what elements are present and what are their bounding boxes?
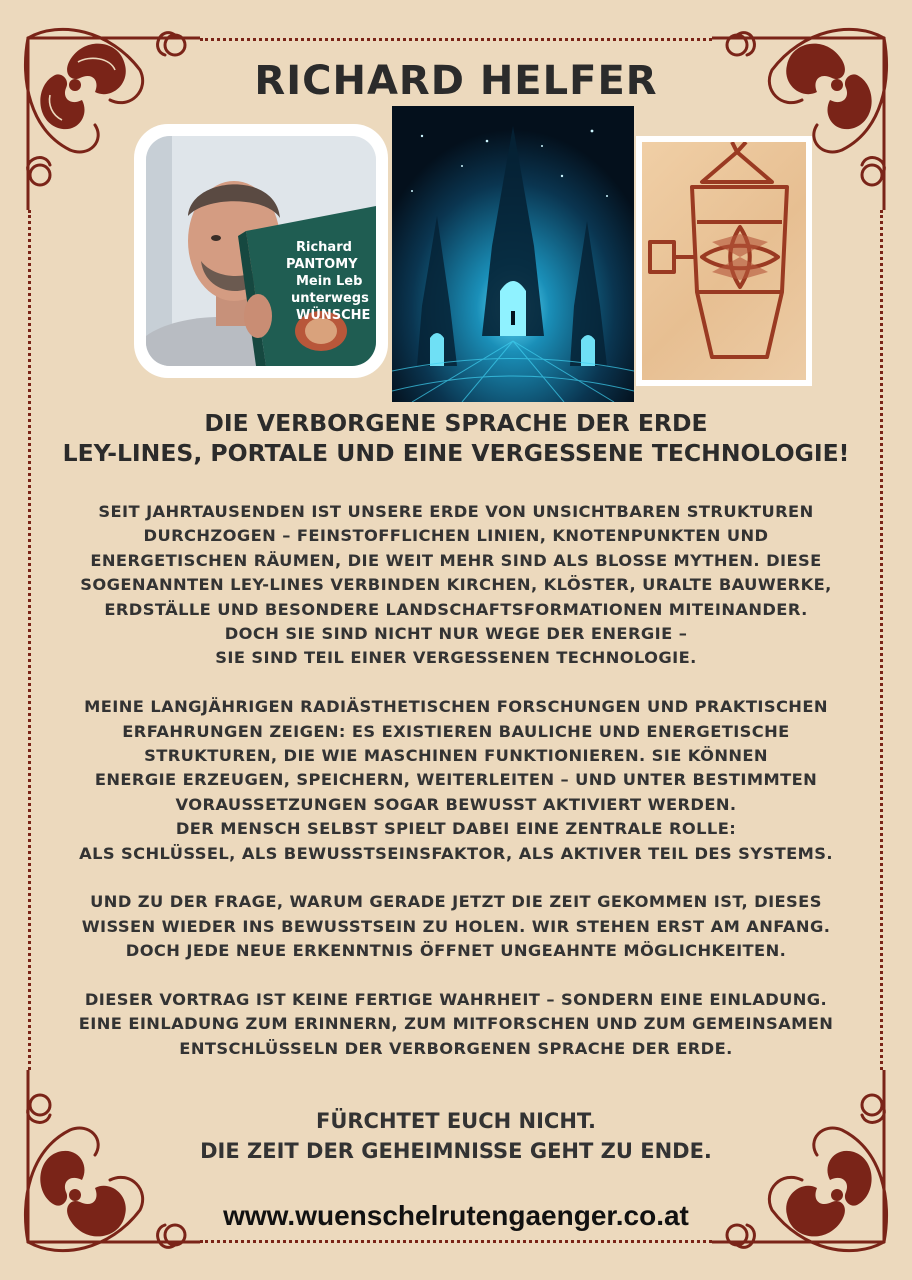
text-line: ALS SCHLÜSSEL, ALS BEWUSSTSEINSFAKTOR, ALS AKTIVER TEIL DES SYSTEMS. bbox=[79, 843, 833, 863]
page-title: RICHARD HELFER bbox=[254, 58, 658, 104]
text-line: SOGENANNTEN LEY-LINES VERBINDEN KIRCHEN, KLÖSTER, URALTE BAUWERKE, bbox=[80, 575, 832, 595]
corner-ornament-bottom-right bbox=[712, 1070, 912, 1280]
author-photo bbox=[134, 124, 388, 378]
headline-line-2: LEY-LINES, PORTALE UND EINE VERGESSENE TECHNOLOGIE! bbox=[62, 439, 850, 467]
text-line: DOCH JEDE NEUE ERKENNTNIS ÖFFNET UNGEAHNTE MÖGLICHKEITEN. bbox=[125, 941, 787, 961]
book-title-line4: unterwegs bbox=[291, 291, 369, 306]
book-title-line1: Richard bbox=[296, 240, 352, 255]
text-line: DIESER VORTRAG IST KEINE FERTIGE WAHRHEIT – SONDERN EINE EINLADUNG. bbox=[84, 990, 828, 1010]
text-line: ENTSCHLÜSSELN DER VERBORGENEN SPRACHE DER ERDE. bbox=[179, 1038, 733, 1058]
website-link[interactable]: www.wuenschelrutengaenger.co.at bbox=[223, 1200, 689, 1231]
body-text bbox=[36, 500, 876, 1086]
text-line: ENERGETISCHEN RÄUMEN, DIE WEIT MEHR SIND ALS BLOSSE MYTHEN. DIESE bbox=[90, 550, 822, 570]
frame-left-border bbox=[28, 210, 31, 1070]
text-line: WISSEN WIEDER INS BEWUSSTSEIN ZU HOLEN. WIR STEHEN ERST AM ANFANG. bbox=[81, 916, 831, 936]
frame-top-border bbox=[200, 38, 712, 41]
text-line: ERFAHRUNGEN ZEIGEN: ES EXISTIEREN BAULICHE UND ENERGETISCHE bbox=[122, 721, 790, 741]
text-line: SEIT JAHRTAUSENDEN IST UNSERE ERDE VON UNSICHTBAREN STRUKTUREN bbox=[98, 502, 814, 521]
book-title-line2: PANTOMY bbox=[286, 257, 358, 272]
text-line: DER MENSCH SELBST SPIELT DABEI EINE ZENTRALE ROLLE: bbox=[175, 819, 737, 839]
book-title-line3: Mein Leb bbox=[296, 274, 363, 289]
text-line: MEINE LANGJÄHRIGEN RADIÄSTHETISCHEN FORSCHUNGEN UND PRAKTISCHEN bbox=[84, 697, 828, 717]
paragraph-4 bbox=[36, 988, 876, 1061]
text-line: UND ZU DER FRAGE, WARUM GERADE JETZT DIE ZEIT GEKOMMEN IST, DIESES bbox=[90, 892, 822, 912]
closing-statement bbox=[40, 1106, 872, 1166]
text-line: ENERGIE ERZEUGEN, SPEICHERN, WEITERLEITEN – UND UNTER BESTIMMTEN bbox=[94, 770, 818, 790]
rune-symbol-image bbox=[636, 136, 812, 386]
closing-line-1: FÜRCHTET EUCH NICHT. bbox=[315, 1109, 597, 1133]
leaf-ornament-icon bbox=[0, 1070, 200, 1280]
paragraph-1 bbox=[36, 500, 876, 671]
text-line: VORAUSSETZUNGEN SOGAR BEWUSST AKTIVIERT WERDEN. bbox=[175, 794, 737, 814]
text-line: ERDSTÄLLE UND BESONDERE LANDSCHAFTSFORMATIONEN MITEINANDER. bbox=[104, 599, 808, 619]
text-line: DOCH SIE SIND NICHT NUR WEGE DER ENERGIE – bbox=[224, 624, 688, 644]
corner-ornament-bottom-left bbox=[0, 1070, 200, 1280]
text-line: EINE EINLADUNG ZUM ERINNERN, ZUM MITFORSCHEN UND ZUM GEMEINSAMEN bbox=[78, 1014, 834, 1034]
book-title-line5: WÜNSCHE bbox=[296, 308, 371, 323]
portal-image bbox=[392, 106, 634, 402]
headline bbox=[40, 408, 872, 468]
leaf-ornament-icon bbox=[712, 1070, 912, 1280]
closing-line-2: DIE ZEIT DER GEHEIMNISSE GEHT ZU ENDE. bbox=[200, 1139, 712, 1163]
frame-bottom-border bbox=[200, 1240, 712, 1243]
text-line: STRUKTUREN, DIE WIE MASCHINEN FUNKTIONIEREN. SIE KÖNNEN bbox=[144, 746, 768, 766]
paragraph-2 bbox=[36, 695, 876, 866]
text-line: SIE SIND TEIL EINER VERGESSENEN TECHNOLOGIE. bbox=[215, 648, 697, 668]
headline-line-1: DIE VERBORGENE SPRACHE DER ERDE bbox=[204, 409, 708, 437]
frame-right-border bbox=[880, 210, 883, 1070]
text-line: DURCHZOGEN – FEINSTOFFLICHEN LINIEN, KNOTENPUNKTEN UND bbox=[143, 526, 769, 546]
paragraph-3 bbox=[36, 890, 876, 963]
